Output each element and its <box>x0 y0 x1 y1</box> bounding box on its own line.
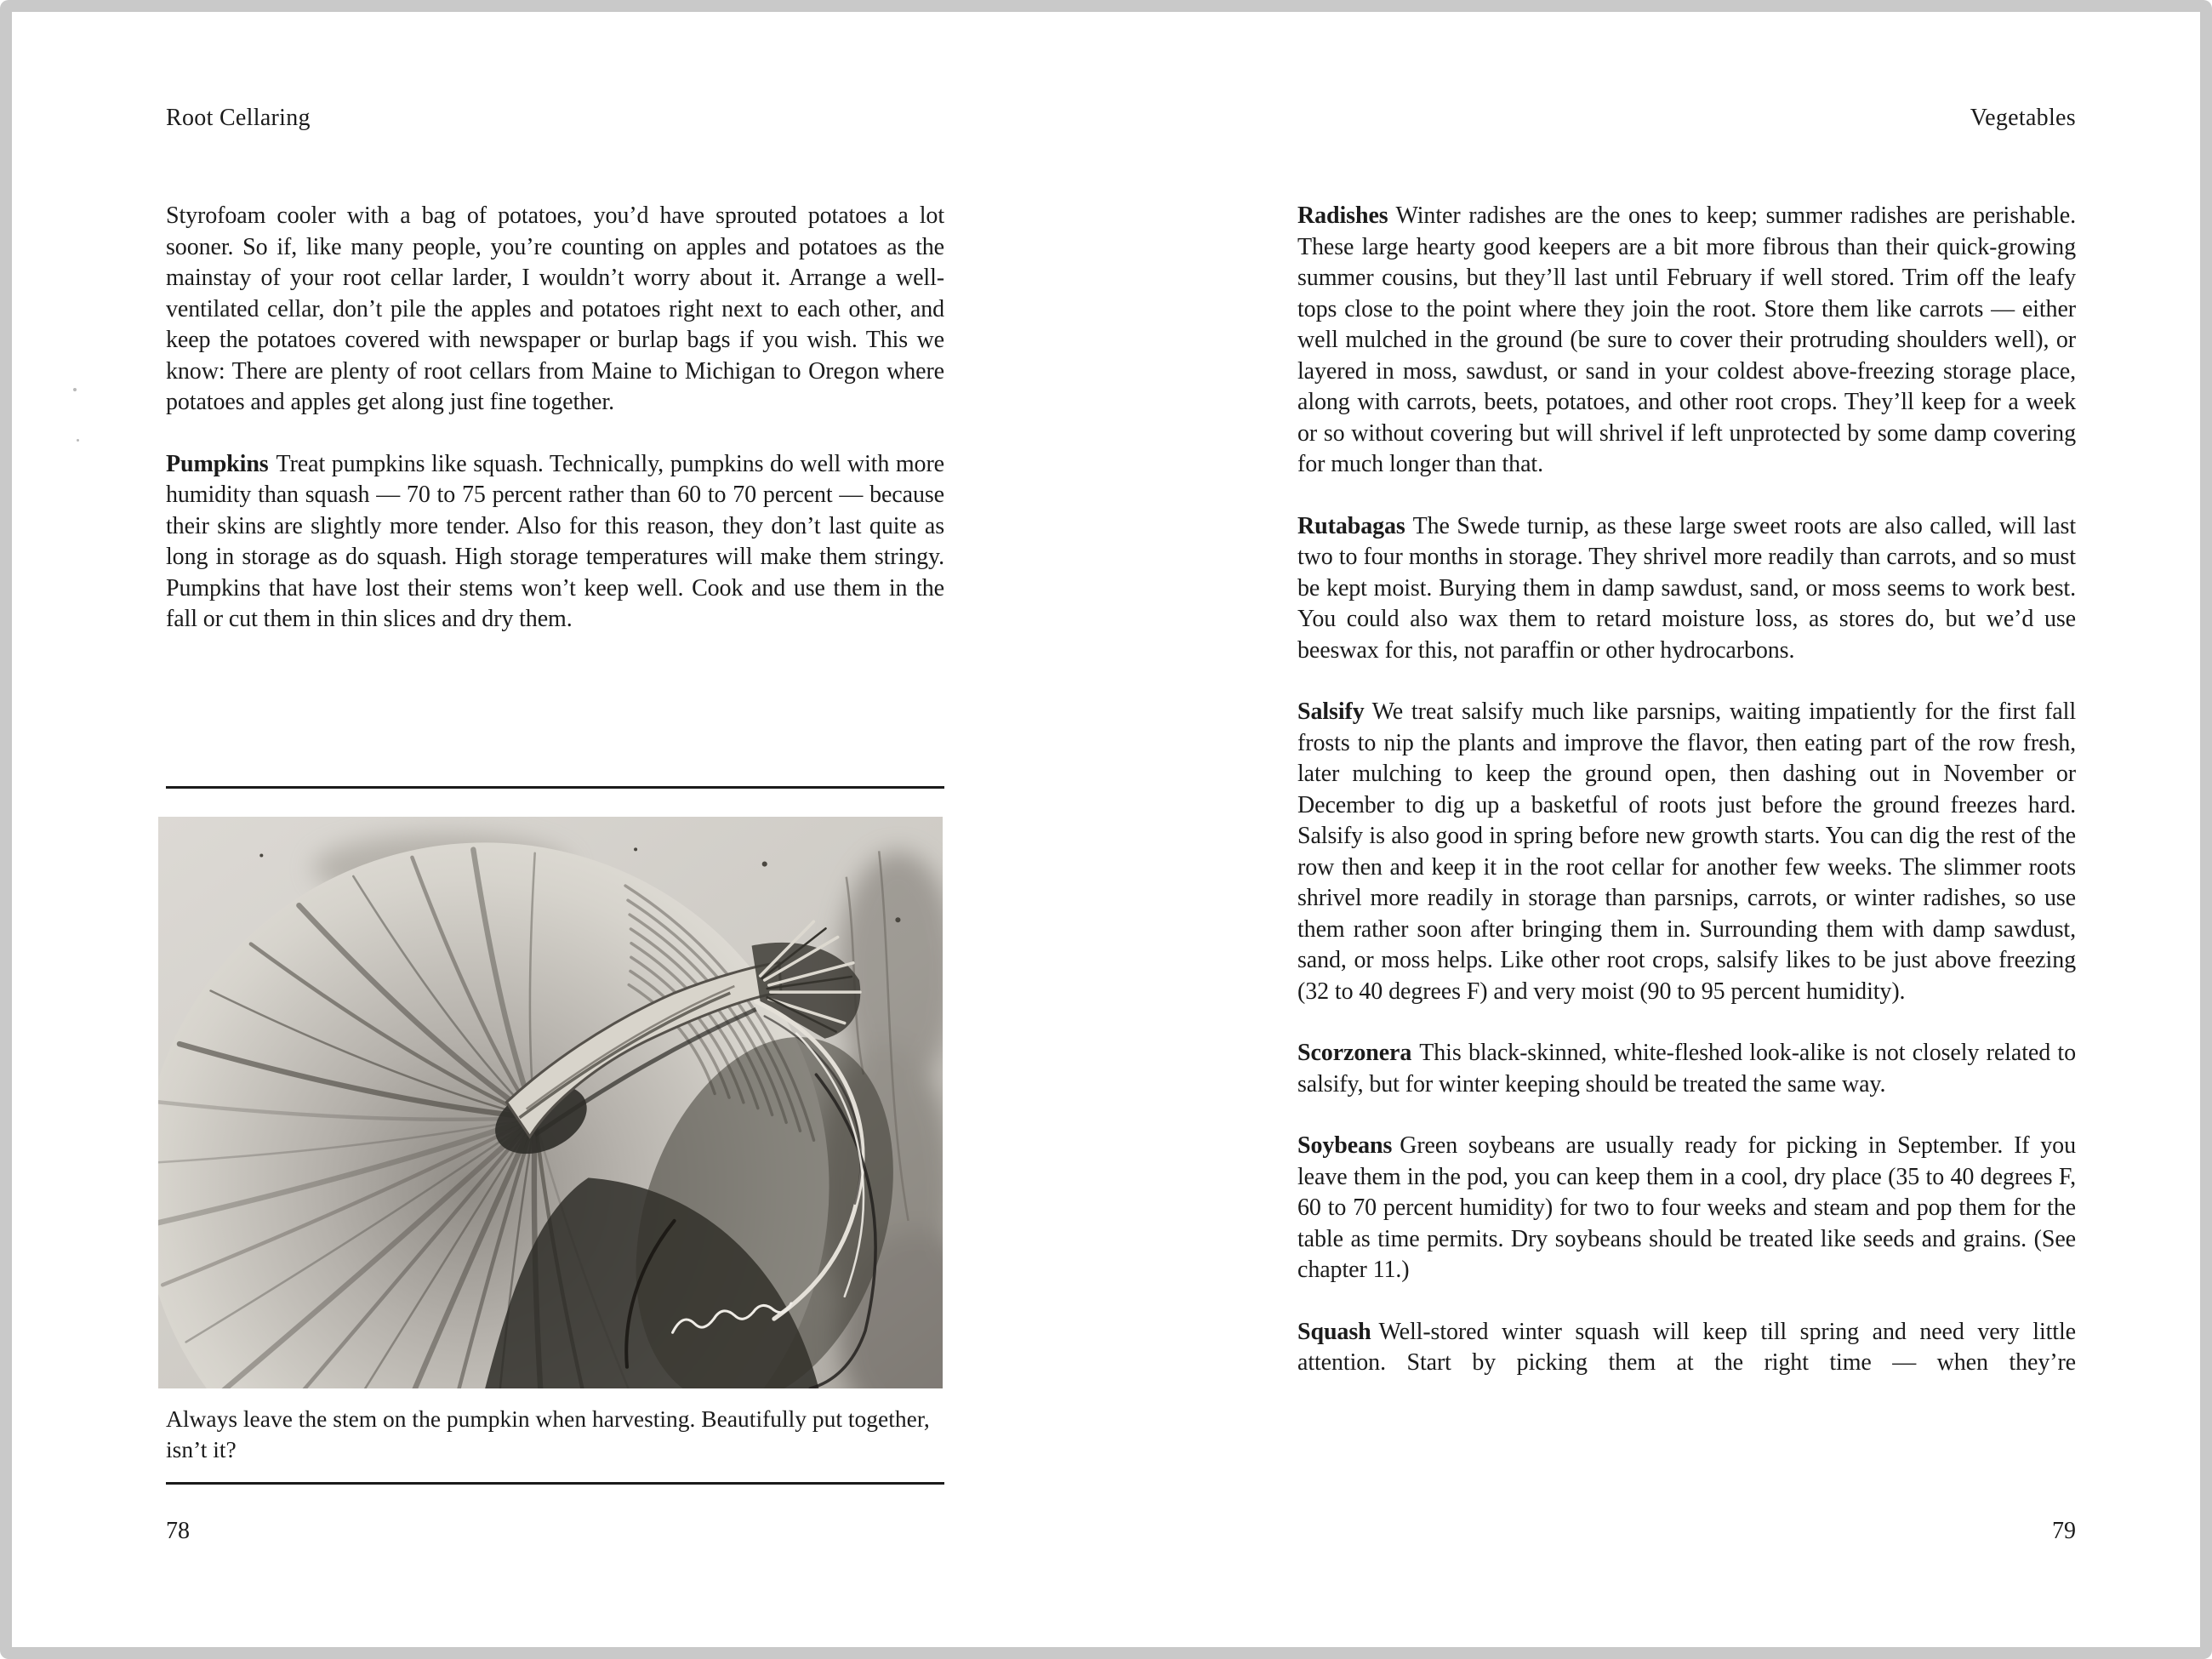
pumpkin-photo <box>158 817 943 1388</box>
paragraph-lead-word: Squash <box>1297 1318 1371 1345</box>
paragraph-lead-word: Pumpkins <box>166 450 269 477</box>
figure-rule-top <box>166 786 944 789</box>
paragraph-text: This black-skinned, white-fleshed look-alike is not closely related to salsify, but for winter keeping should be treated the same way. <box>1297 1040 2076 1097</box>
paragraph-text: Green soybeans are usually ready for picking in September. If you leave them in the pod, you can keep them in a cool, dry place (35 to 40 degrees F, 60 to 70 percent humidity) for two to four weeks and steam and pop them for the table as time permits. Dry soybeans should be treated like seeds and grains. (See chapter 11.) <box>1297 1132 2076 1283</box>
paragraph-text: We treat salsify much like parsnips, waiting impatiently for the first fall frosts to nip the plants and improve the flavor, then eating part of the row fresh, later mulching to keep the ground open, then dashing out in November or December to dig up a basketful of roots just before the ground freezes hard. Salsify is also good in spring before new growth starts. You can dig the rest of the row then and keep it in the root cellar for another few weeks. The slimmer roots shrivel more readily in storage than parsnips, carrots, or winter radishes, so use them rather soon after bringing them in. Surrounding them with damp sawdust, sand, or moss helps. Like other root crops, salsify likes to be just above freezing (32 to 40 degrees F) and very moist (90 to 95 percent humidity). <box>1297 698 2076 1005</box>
figure-caption: Always leave the stem on the pumpkin when harvesting. Beautifully put together, isn’t it? <box>166 1405 930 1462</box>
paragraph-text: Styrofoam cooler with a bag of potatoes, you’d have sprouted potatoes a lot sooner. So if, like many people, you’re counting on apples and potatoes as the mainstay of your root cellar larder, I wouldn’t worry about it. Arrange a well-ventilated cellar, don’t pile the apples and potatoes right next to each other, and keep the potatoes covered with newspaper or burlap bags if you wish. This we know: There are plenty of root cellars from Maine to Michigan to Oregon where potatoes and apples get along just fine together. <box>166 202 944 415</box>
paragraph-styrofoam <box>166 201 944 419</box>
page-number-left: 78 <box>166 1518 190 1544</box>
paragraph-rutabagas <box>1297 511 2076 667</box>
pumpkin-photo-illustration <box>158 817 943 1388</box>
paragraph-lead-word: Rutabagas <box>1297 512 1405 539</box>
figure-rule-bottom <box>166 1482 944 1485</box>
scan-speck <box>73 388 77 391</box>
paragraph-lead-word: Soybeans <box>1297 1132 1393 1159</box>
paragraph-lead-word: Scorzonera <box>1297 1040 1412 1066</box>
running-head-right: Vegetables <box>1970 105 2076 131</box>
left-text-column <box>166 201 944 666</box>
paragraph-squash <box>1297 1317 2076 1379</box>
paragraph-text: The Swede turnip, as these large sweet roots are also called, will last two to four months in storage. They shrivel more readily than carrots, and so must be kept moist. Burying them in damp sawdust, sand, or moss seems to work best. You could also wax them to retard moisture loss, as stores do, but we’d use beeswax for this, not paraffin or other hydrocarbons. <box>1297 512 2076 664</box>
paragraph-lead-word: Salsify <box>1297 698 1365 725</box>
paragraph-text: Winter radishes are the ones to keep; summer radishes are perishable. These large hearty good keepers are a bit more fibrous than their quick-growing summer cousins, but they’ll last until February if well stored. Trim off the leafy tops close to the point where they join the root. Store them like carrots — either well mulched in the ground (be sure to cover their protruding shoulders well), or layered in moss, sawdust, or sand in your coldest above-freezing storage place, along with carrots, beets, potatoes, and other root crops. They’ll keep for a week or so without covering but will shrivel if left unprotected by some damp covering for much longer than that. <box>1297 202 2076 477</box>
paragraph-text: Treat pumpkins like squash. Technically, pumpkins do well with more humidity than squash — 70 to 75 percent rather than 60 to 70 percent — because their skins are slightly more tender. Also for this reason, they don’t last quite as long in storage as do squash. High storage temperatures will make them stringy. Pumpkins that have lost their stems won’t keep well. Cook and use them in the fall or cut them in thin slices and dry them. <box>166 450 944 632</box>
page-number-right: 79 <box>2052 1518 2076 1544</box>
scan-speck <box>77 439 79 442</box>
paragraph-lead-word: Radishes <box>1297 202 1388 229</box>
paragraph-soybeans <box>1297 1131 2076 1286</box>
paragraph-pumpkins <box>166 449 944 636</box>
right-text-column <box>1297 201 2076 1410</box>
paragraph-salsify <box>1297 697 2076 1007</box>
paragraph-text: Well-stored winter squash will keep till spring and need very little attention. Start by picking them at the right time — when they’re <box>1297 1318 2076 1376</box>
paragraph-scorzonera <box>1297 1038 2076 1100</box>
running-head-left: Root Cellaring <box>166 105 311 131</box>
paragraph-radishes <box>1297 201 2076 481</box>
